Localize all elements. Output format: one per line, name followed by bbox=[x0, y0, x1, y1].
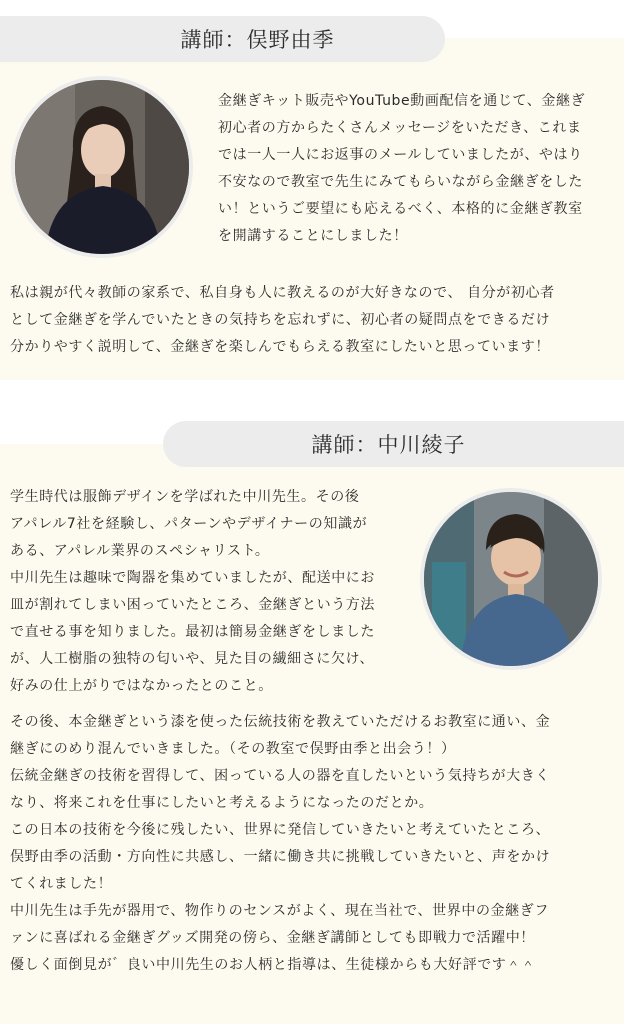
intro-line: 金継ぎキット販売やYouTube動画配信を通じて、金継ぎ bbox=[218, 93, 586, 109]
full-line: てくれました！ bbox=[10, 876, 113, 892]
instructor-2-text-full bbox=[10, 709, 616, 979]
side-line: 皿が割れてしまい困っていたところ、金継ぎという方法 bbox=[10, 597, 375, 613]
instructor-2-text-side bbox=[10, 484, 412, 700]
full-line: 俣野由季の活動・方向性に共感し、一緒に働き共に挑戦していきたいと、声をかけ bbox=[10, 849, 551, 865]
full-line: 継ぎにのめり混んでいきました。（その教室で俣野由季と出会う！） bbox=[10, 741, 456, 757]
intro-line: では一人一人にお返事のメールしていましたが、やはり bbox=[218, 147, 583, 163]
intro-line: を開講することにしました！ bbox=[218, 228, 408, 244]
intro-line: 不安なので教室で先生にみてもらいながら金継ぎをした bbox=[218, 174, 583, 190]
instructor-1-heading: 講師：俣野由季 bbox=[0, 16, 445, 62]
full-line: この日本の技術を今後に残したい、世界に発信していきたいと考えていたところ、 bbox=[10, 822, 551, 838]
body-line: として金継ぎを学んでいたときの気持ちを忘れずに、初心者の疑問点をできるだけ bbox=[10, 312, 551, 328]
instructor-1-photo-illustration bbox=[15, 80, 189, 254]
instructor-2-photo-illustration bbox=[424, 492, 598, 666]
side-line: が、人工樹脂の独特の匂いや、見た目の繊細さに欠け、 bbox=[10, 651, 375, 667]
side-line: 中川先生は趣味で陶器を集めていましたが、配送中にお bbox=[10, 570, 375, 586]
instructor-2-heading: 講師：中川綾子 bbox=[163, 421, 624, 467]
body-line: 分かりやすく説明して、金継ぎを楽しんでもらえる教室にしたいと思っています！ bbox=[10, 339, 550, 355]
full-line: なり、将来これを仕事にしたいと考えるようになったのだとか。 bbox=[10, 795, 434, 811]
full-line: 優しく面倒見が゛良い中川先生のお人柄と指導は、生徒様からも大好評です＾＾ bbox=[10, 957, 536, 973]
intro-line: い！というご要望にも応えるべく、本格的に金継ぎ教室 bbox=[218, 201, 583, 217]
side-line: ある、アパレル業界のスペシャリスト。 bbox=[10, 543, 270, 559]
intro-line: 初心者の方からたくさんメッセージをいただき、これま bbox=[218, 120, 582, 136]
body-line: 私は親が代々教師の家系で、私自身も人に教えるのが大好きなので、 自分が初心者 bbox=[10, 285, 555, 301]
instructor-1-portrait bbox=[11, 76, 193, 258]
side-line: で直せる事を知りました。最初は簡易金継ぎをしました bbox=[10, 624, 375, 640]
full-line: ァンに喜ばれる金継ぎグッズ開発の傍ら、金継ぎ講師としても即戦力で活躍中！ bbox=[10, 930, 535, 946]
instructor-2-portrait bbox=[420, 488, 602, 670]
instructor-1-body bbox=[10, 280, 616, 361]
full-line: その後、本金継ぎという漆を使った伝統技術を教えていただけるお教室に通い、金 bbox=[10, 714, 551, 730]
full-line: 中川先生は手先が器用で、物作りのセンスがよく、現在当社で、世界中の金継ぎフ bbox=[10, 903, 549, 919]
side-line: アパレル7社を経験し、パターンやデザイナーの知識が bbox=[10, 516, 368, 532]
instructor-1-intro bbox=[218, 88, 618, 250]
side-line: 学生時代は服飾デザインを学ばれた中川先生。その後 bbox=[10, 489, 360, 505]
side-line: 好みの仕上がりではなかったとのこと。 bbox=[10, 678, 273, 694]
full-line: 伝統金継ぎの技術を習得して、困っている人の器を直したいという気持ちが大きく bbox=[10, 768, 550, 784]
